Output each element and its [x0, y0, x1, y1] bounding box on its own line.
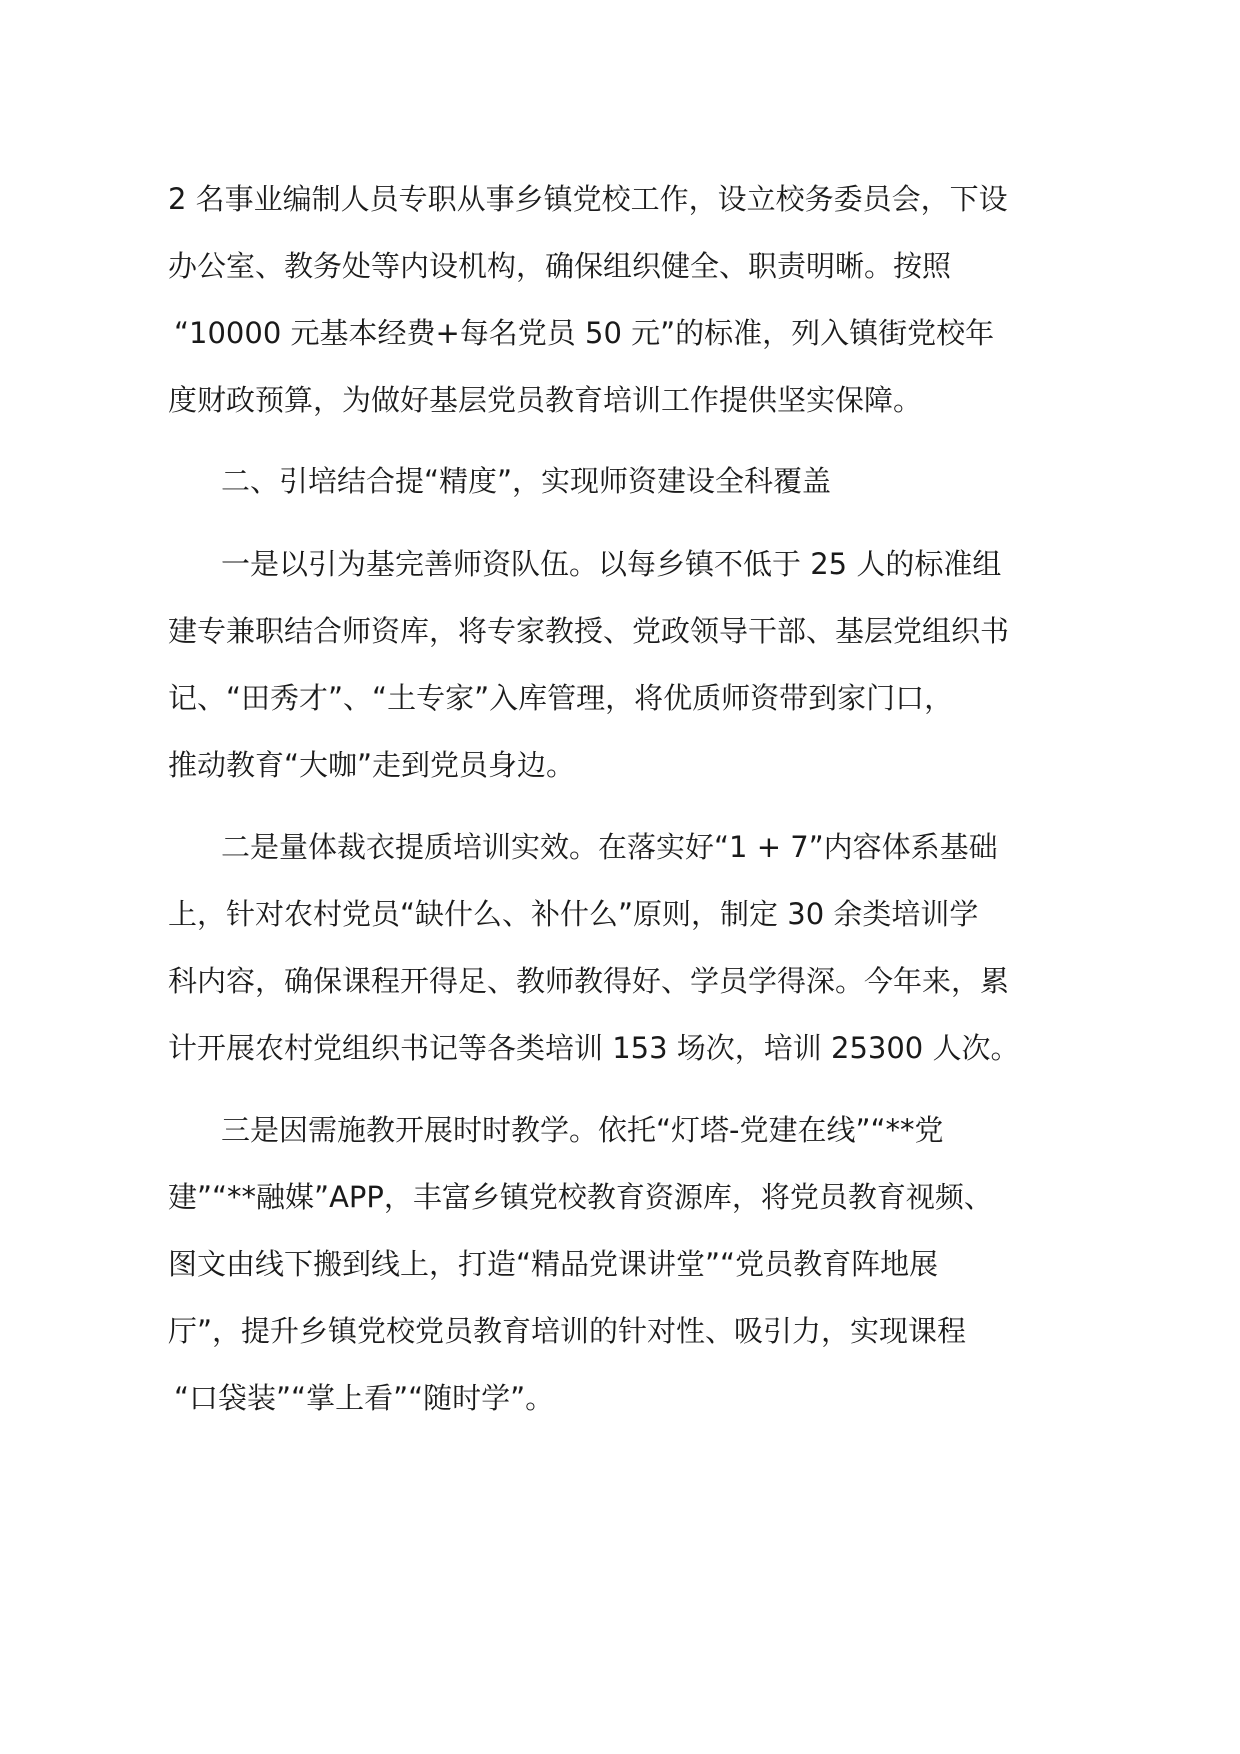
paragraph-1-line-3: “10000 元基本经费+每名党员 50 元”的标准，列入镇街党校年 — [174, 316, 995, 350]
paragraph-4-line-2: 上，针对农村党员“缺什么、补什么”原则，制定 30 余类培训学 — [168, 897, 979, 931]
paragraph-5-line-2: 建”“**融媒”APP，丰富乡镇党校教育资源库，将党员教育视频、 — [168, 1180, 993, 1214]
paragraph-3-line-3: 记、“田秀才”、“土专家”入库管理，将优质师资带到家门口， — [168, 681, 954, 715]
section-heading: 二、引培结合提“精度”，实现师资建设全科覆盖 — [221, 464, 832, 498]
paragraph-3-line-2: 建专兼职结合师资库，将专家教授、党政领导干部、基层党组织书 — [168, 614, 1010, 648]
paragraph-4-line-3: 科内容，确保课程开得足、教师教得好、学员学得深。今年来，累 — [168, 964, 1010, 998]
paragraph-1-line-4: 度财政预算，为做好基层党员教育培训工作提供坚实保障。 — [168, 383, 923, 417]
paragraph-5-line-5: “口袋装”“掌上看”“随时学”。 — [174, 1381, 555, 1415]
paragraph-4-line-4: 计开展农村党组织书记等各类培训 153 场次，培训 25300 人次。 — [168, 1031, 1020, 1065]
paragraph-1-line-1: 2 名事业编制人员专职从事乡镇党校工作，设立校务委员会，下设 — [168, 182, 1008, 216]
paragraph-1-line-2: 办公室、教务处等内设机构，确保组织健全、职责明晰。按照 — [168, 249, 952, 283]
paragraph-4-line-1: 二是量体裁衣提质培训实效。在落实好“1 + 7”内容体系基础 — [221, 830, 998, 864]
paragraph-3-line-1: 一是以引为基完善师资队伍。以每乡镇不低于 25 人的标准组 — [221, 547, 1002, 581]
paragraph-3-line-4: 推动教育“大咖”走到党员身边。 — [168, 748, 576, 782]
paragraph-5-line-1: 三是因需施教开展时时教学。依托“灯塔-党建在线”“**党 — [221, 1113, 944, 1147]
paragraph-5-line-4: 厅”，提升乡镇党校党员教育培训的针对性、吸引力，实现课程 — [168, 1314, 967, 1348]
paragraph-5-line-3: 图文由线下搬到线上，打造“精品党课讲堂”“党员教育阵地展 — [168, 1247, 939, 1281]
